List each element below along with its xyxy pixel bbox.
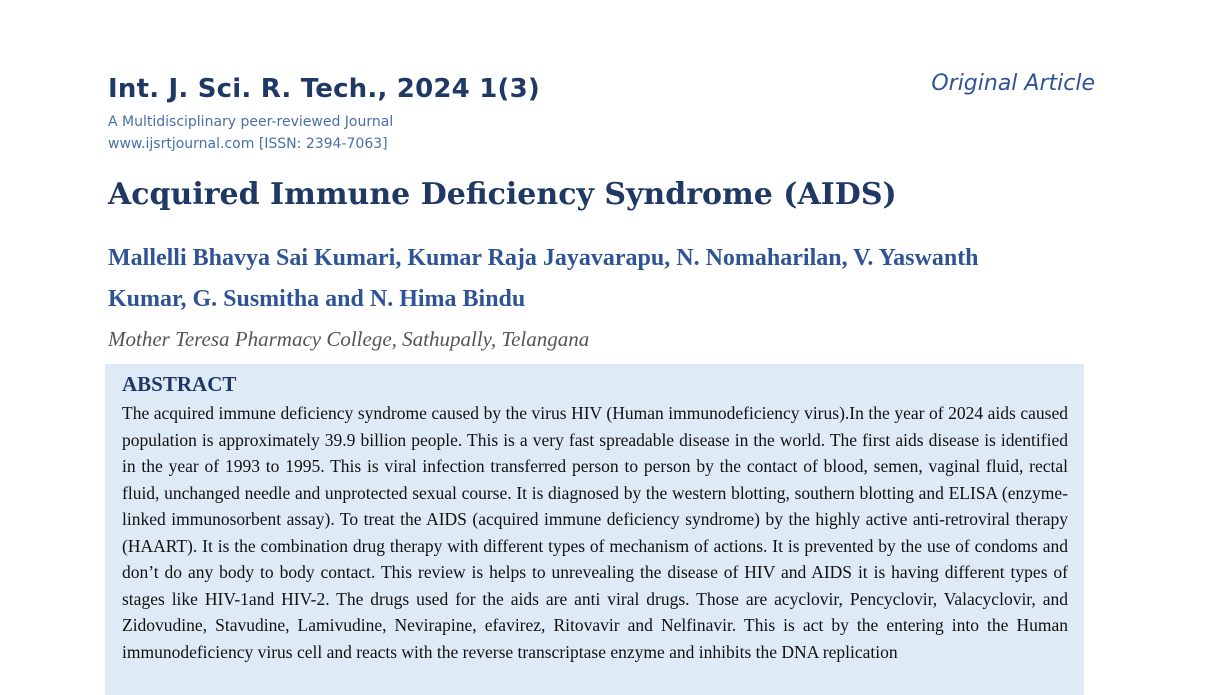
article-type-label: Original Article	[931, 71, 1095, 96]
author-list: Mallelli Bhavya Sai Kumari, Kumar Raja Jayavarapu, N. Nomaharilan, V. Yaswanth Kumar, G. Susmitha and N. Hima Bindu	[108, 245, 979, 312]
journal-subtitle: A Multidisciplinary peer-reviewed Journal	[108, 114, 394, 130]
journal-website-issn: www.ijsrtjournal.com [ISSN: 2394-7063]	[108, 136, 388, 152]
abstract-heading: ABSTRACT	[122, 372, 237, 396]
affiliation: Mother Teresa Pharmacy College, Sathupally, Telangana	[108, 327, 590, 351]
paper-title: Acquired Immune Deficiency Syndrome (AIDS)	[108, 177, 897, 212]
abstract-text: The acquired immune deficiency syndrome caused by the virus HIV (Human immunodeficiency virus).In the year of 2024 aids caused population is approximately 39.9 billion people. This is a very fast spreadable disease in the world. The first aids disease is identified in the year of 1993 to 1995. This is viral infection transferred person to person by the contact of blood, semen, vaginal fluid, rectal fluid, unchanged needle and unprotected sexual course. It is diagnosed by the western blotting, southern blotting and ELISA (enzyme-linked immunosorbent assay). To treat the AIDS (acquired immune deficiency syndrome) by the highly active anti-retroviral therapy (HAART). It is the combination drug therapy with different types of mechanism of actions. It is prevented by the use of condoms and don’t do any body to body contact. This review is helps to unrevealing the disease of HIV and AIDS it is having different types of stages like HIV-1and HIV-2. The drugs used for the aids are anti viral drugs. Those are acyclovir, Pencyclovir, Valacyclovir, and Zidovudine, Stavudine, Lamivudine, Nevirapine, efavirez, Ritovavir and Nelfinavir. This is act by the entering into the Human immunodeficiency virus cell and reacts with the reverse transcriptase enzyme and inhibits the DNA replication	[122, 403, 1068, 662]
journal-title: Int. J. Sci. R. Tech., 2024 1(3)	[108, 74, 540, 104]
abstract-box	[105, 364, 1084, 695]
